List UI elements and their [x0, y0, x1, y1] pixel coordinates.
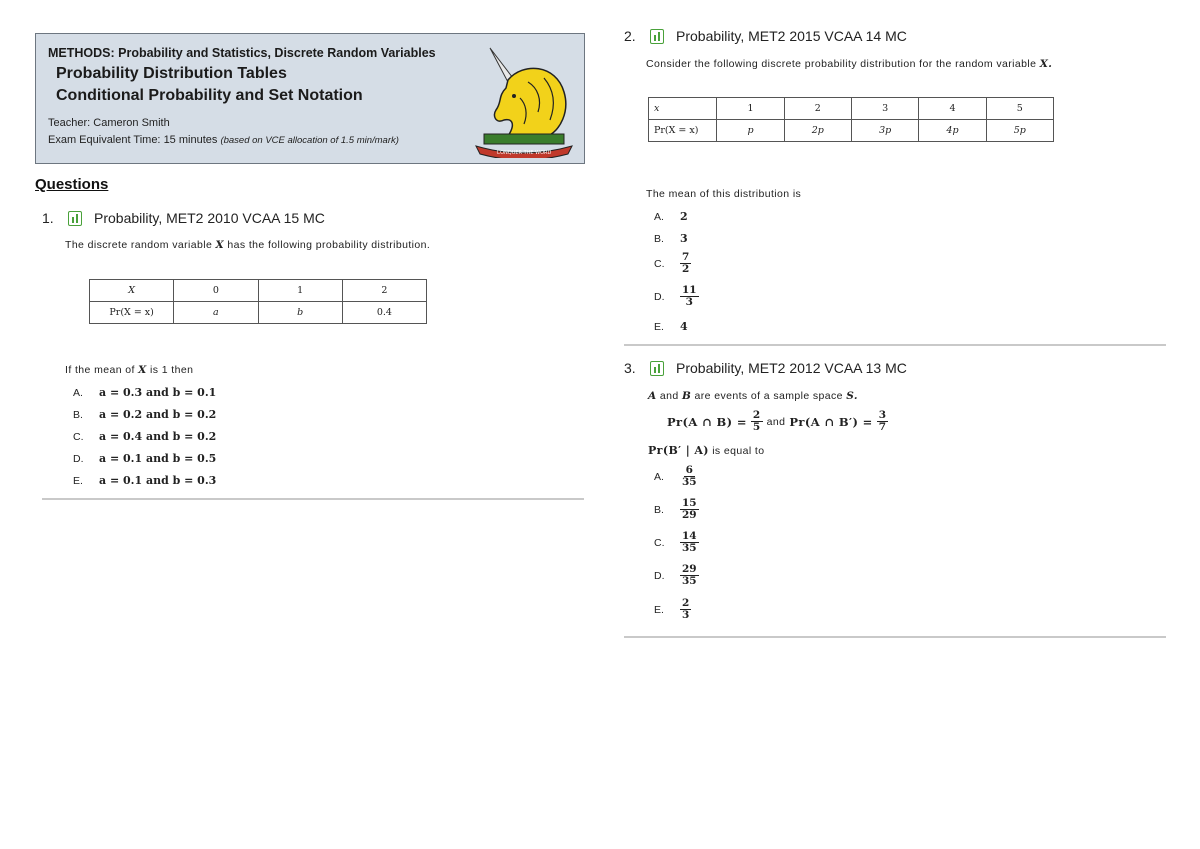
table-cell: 4p: [919, 120, 986, 142]
q3-option-a[interactable]: A. $\frac{6}{35}$: [654, 464, 697, 489]
table-cell: p: [717, 120, 784, 142]
q2-option-b[interactable]: B. 3: [654, 232, 688, 245]
table-cell: 5: [986, 98, 1053, 120]
crest-banner-text: CONQUER THE WORD: [496, 150, 552, 156]
q2-option-a[interactable]: A. 2: [654, 210, 688, 223]
table-cell: 0: [174, 280, 258, 302]
header-title-2: Conditional Probability and Set Notation: [56, 87, 363, 104]
table-cell: 2: [342, 280, 426, 302]
q2-prompt: The mean of this distribution is: [646, 188, 802, 200]
table-cell: 2p: [784, 120, 851, 142]
q3-number: 3.: [624, 360, 636, 376]
questions-heading: Questions: [35, 176, 109, 193]
divider: [624, 636, 1166, 638]
q3-option-b[interactable]: B. $\frac{15}{29}$: [654, 497, 697, 522]
q2-number: 2.: [624, 28, 636, 44]
chart-icon: [68, 211, 82, 226]
q1-option-e[interactable]: E. a = 0.1 and b = 0.3: [73, 474, 217, 487]
q1-number: 1.: [42, 210, 54, 226]
time-line: [48, 134, 399, 146]
q3-option-c[interactable]: C. $\frac{14}{35}$: [654, 530, 697, 555]
worksheet-header: [35, 33, 585, 164]
time-note: (based on VCE allocation of 1.5 min/mark): [220, 135, 399, 146]
q3-source: Probability, MET2 2012 VCAA 13 MC: [676, 360, 907, 376]
header-title-1: Probability Distribution Tables: [56, 65, 287, 82]
time-label: Exam Equivalent Time:: [48, 134, 161, 146]
q2-source: Probability, MET2 2015 VCAA 14 MC: [676, 28, 907, 44]
table-cell: Pr(X = x): [649, 120, 717, 142]
table-cell: Pr(X = x): [90, 302, 174, 324]
school-crest-logo: [468, 42, 578, 158]
q3-prompt: Pr(B′ | A) is equal to: [648, 444, 765, 457]
q2-option-e[interactable]: E. 4: [654, 320, 688, 333]
q2-distribution-table: [648, 97, 1054, 142]
q1-distribution-table: [89, 279, 427, 324]
table-cell: 2: [784, 98, 851, 120]
divider: [42, 498, 584, 500]
chart-icon: [650, 29, 664, 44]
q2-option-c[interactable]: C. $\frac{7}{2}$: [654, 251, 690, 276]
q1-prompt: If the mean of X is 1 then: [65, 364, 194, 376]
q3-option-d[interactable]: D. $\frac{29}{35}$: [654, 563, 697, 588]
teacher-label: Teacher:: [48, 117, 91, 129]
divider: [624, 344, 1166, 346]
chart-icon: [650, 361, 664, 376]
table-cell: x: [649, 98, 717, 120]
q1-source: Probability, MET2 2010 VCAA 15 MC: [94, 210, 325, 226]
q3-header: [624, 360, 907, 376]
q2-option-d[interactable]: D. $\frac{11}{3}$: [654, 284, 697, 309]
table-cell: 0.4: [342, 302, 426, 324]
q1-option-d[interactable]: D. a = 0.1 and b = 0.5: [73, 452, 217, 465]
table-cell: X: [90, 280, 174, 302]
table-cell: 3p: [851, 120, 918, 142]
q3-given-equations: Pr(A ∩ B) = $\frac{2}{5}$ and Pr(A ∩ B′) = $\frac{3}{7}$: [667, 409, 887, 434]
table-cell: 5p: [986, 120, 1053, 142]
table-cell: 1: [258, 280, 342, 302]
q1-stem: The discrete random variable X has the following probability distribution.: [65, 239, 431, 251]
table-cell: 1: [717, 98, 784, 120]
table-cell: a: [174, 302, 258, 324]
table-cell: 3: [851, 98, 918, 120]
header-subject: METHODS: Probability and Statistics, Discrete Random Variables: [48, 46, 436, 60]
q1-header: [42, 210, 325, 226]
q1-option-b[interactable]: B. a = 0.2 and b = 0.2: [73, 408, 217, 421]
q2-header: [624, 28, 907, 44]
time-value: 15 minutes: [163, 134, 218, 146]
q3-stem: A and B are events of a sample space S.: [648, 390, 858, 402]
q3-option-e[interactable]: E. $\frac{2}{3}$: [654, 597, 690, 622]
table-cell: b: [258, 302, 342, 324]
teacher-line: [48, 117, 170, 129]
table-cell: 4: [919, 98, 986, 120]
teacher-name: Cameron Smith: [93, 117, 170, 129]
q1-option-c[interactable]: C. a = 0.4 and b = 0.2: [73, 430, 217, 443]
q1-option-a[interactable]: A. a = 0.3 and b = 0.1: [73, 386, 217, 399]
q2-stem: Consider the following discrete probability distribution for the random variable X.: [646, 58, 1053, 70]
